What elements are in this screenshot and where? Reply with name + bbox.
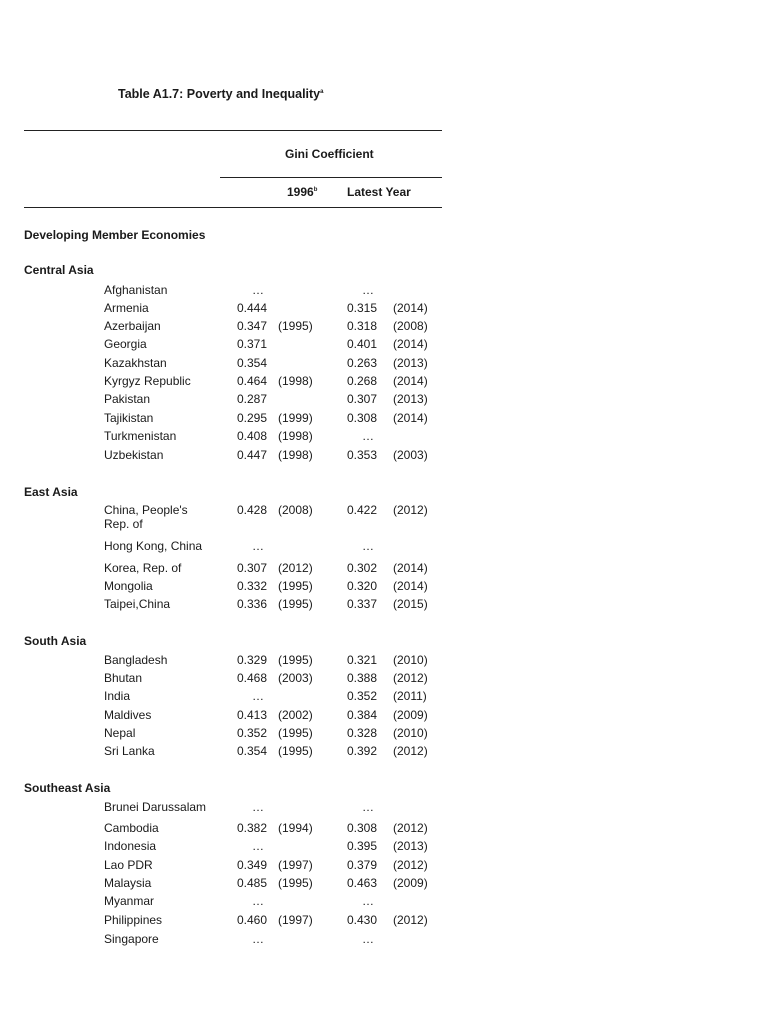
- value-latest: 0.430: [347, 913, 378, 927]
- region-heading: Central Asia: [24, 263, 94, 277]
- year-latest: (2014): [393, 301, 428, 315]
- year-1996: (1995): [278, 726, 313, 740]
- country-name: Singapore: [104, 932, 159, 946]
- year-latest: (2010): [393, 653, 428, 667]
- region-heading: South Asia: [24, 634, 87, 648]
- value-1996: …: [252, 932, 264, 946]
- value-1996: 0.464: [237, 374, 268, 388]
- value-latest: 0.268: [347, 374, 378, 388]
- year-latest: (2014): [393, 337, 428, 351]
- top-rule: [24, 130, 442, 131]
- year-latest: (2013): [393, 392, 428, 406]
- value-1996: …: [252, 894, 264, 908]
- region-heading: Southeast Asia: [24, 781, 111, 795]
- year-1996: (1998): [278, 429, 313, 443]
- country-name: Georgia: [104, 337, 147, 351]
- country-name: Tajikistan: [104, 411, 154, 425]
- table-title: Table A1.7: Poverty and Inequality$^a$: [118, 87, 324, 101]
- value-latest: …: [362, 539, 374, 553]
- country-name: Pakistan: [104, 392, 151, 406]
- value-latest: 0.388: [347, 671, 378, 685]
- country-name: China, People's Rep. of: [104, 503, 188, 531]
- value-latest: 0.463: [347, 876, 378, 890]
- country-name: Cambodia: [104, 821, 159, 835]
- year-1996: (2002): [278, 708, 313, 722]
- year-1996: (1995): [278, 579, 313, 593]
- country-name: Bhutan: [104, 671, 143, 685]
- year-latest: (2010): [393, 726, 428, 740]
- year-latest: (2003): [393, 448, 428, 462]
- year-1996: (2008): [278, 503, 313, 517]
- year-1996: (1995): [278, 597, 313, 611]
- value-latest: 0.328: [347, 726, 378, 740]
- country-name: Armenia: [104, 301, 149, 315]
- value-latest: …: [362, 429, 374, 443]
- value-latest: 0.422: [347, 503, 378, 517]
- value-latest: 0.395: [347, 839, 378, 853]
- year-latest: (2012): [393, 671, 428, 685]
- value-latest: 0.320: [347, 579, 378, 593]
- year-latest: (2012): [393, 744, 428, 758]
- country-name: Afghanistan: [104, 283, 168, 297]
- value-1996: …: [252, 689, 264, 703]
- col-latest-header: Latest Year: [347, 185, 411, 199]
- value-latest: 0.337: [347, 597, 378, 611]
- year-latest: (2014): [393, 561, 428, 575]
- value-latest: 0.352: [347, 689, 378, 703]
- year-1996: (1998): [278, 374, 313, 388]
- value-1996: 0.382: [237, 821, 268, 835]
- value-1996: 0.447: [237, 448, 268, 462]
- year-1996: (1999): [278, 411, 313, 425]
- country-name: India: [104, 689, 131, 703]
- year-latest: (2012): [393, 821, 428, 835]
- header-rule: [24, 207, 442, 208]
- value-latest: 0.307: [347, 392, 378, 406]
- country-name: Myanmar: [104, 894, 155, 908]
- value-1996: …: [252, 283, 264, 297]
- year-1996: (1997): [278, 913, 313, 927]
- country-name: Turkmenistan: [104, 429, 177, 443]
- year-latest: (2009): [393, 708, 428, 722]
- value-latest: 0.392: [347, 744, 378, 758]
- country-name: Kazakhstan: [104, 356, 167, 370]
- country-name: Bangladesh: [104, 653, 168, 667]
- country-name: Sri Lanka: [104, 744, 155, 758]
- year-latest: (2008): [393, 319, 428, 333]
- value-1996: 0.349: [237, 858, 268, 872]
- country-name: Uzbekistan: [104, 448, 164, 462]
- year-1996: (1995): [278, 876, 313, 890]
- value-latest: 0.401: [347, 337, 378, 351]
- country-name: Kyrgyz Republic: [104, 374, 191, 388]
- country-name: Korea, Rep. of: [104, 561, 182, 575]
- country-name: Indonesia: [104, 839, 157, 853]
- gini-underline: [220, 177, 442, 178]
- value-latest: 0.263: [347, 356, 378, 370]
- value-latest: 0.353: [347, 448, 378, 462]
- country-name: Azerbaijan: [104, 319, 161, 333]
- value-latest: 0.308: [347, 411, 378, 425]
- year-1996: (2003): [278, 671, 313, 685]
- country-name: Lao PDR: [104, 858, 153, 872]
- year-latest: (2009): [393, 876, 428, 890]
- year-latest: (2015): [393, 597, 428, 611]
- year-1996: (1995): [278, 653, 313, 667]
- value-1996: 0.329: [237, 653, 268, 667]
- year-latest: (2012): [393, 503, 428, 517]
- value-latest: …: [362, 932, 374, 946]
- value-latest: 0.315: [347, 301, 378, 315]
- col-1996-header: 1996$^b$: [287, 185, 318, 199]
- year-1996: (1995): [278, 319, 313, 333]
- value-1996: …: [252, 839, 264, 853]
- value-latest: 0.321: [347, 653, 378, 667]
- value-1996: 0.352: [237, 726, 268, 740]
- year-latest: (2014): [393, 374, 428, 388]
- value-1996: …: [252, 539, 264, 553]
- value-latest: 0.384: [347, 708, 378, 722]
- year-latest: (2014): [393, 579, 428, 593]
- value-1996: 0.336: [237, 597, 268, 611]
- value-latest: …: [362, 894, 374, 908]
- country-name: Mongolia: [104, 579, 153, 593]
- value-1996: 0.413: [237, 708, 268, 722]
- value-1996: 0.332: [237, 579, 268, 593]
- country-name: Philippines: [104, 913, 163, 927]
- year-latest: (2012): [393, 858, 428, 872]
- year-latest: (2011): [393, 689, 427, 703]
- year-1996: (1995): [278, 744, 313, 758]
- value-1996: 0.460: [237, 913, 268, 927]
- year-1996: (1994): [278, 821, 313, 835]
- value-1996: 0.354: [237, 356, 268, 370]
- year-1996: (1998): [278, 448, 313, 462]
- country-name: Hong Kong, China: [104, 539, 203, 553]
- value-latest: 0.308: [347, 821, 378, 835]
- country-name: Maldives: [104, 708, 152, 722]
- country-name: Taipei,China: [104, 597, 171, 611]
- country-name: Malaysia: [104, 876, 152, 890]
- country-name: Brunei Darussalam: [104, 800, 207, 814]
- value-1996: 0.295: [237, 411, 268, 425]
- gini-header: Gini Coefficient: [285, 147, 374, 161]
- region-heading: East Asia: [24, 485, 78, 499]
- value-latest: 0.302: [347, 561, 378, 575]
- value-latest: …: [362, 283, 374, 297]
- value-1996: 0.371: [237, 337, 268, 351]
- value-1996: 0.485: [237, 876, 268, 890]
- year-latest: (2013): [393, 839, 428, 853]
- section-heading: Developing Member Economies: [24, 228, 206, 242]
- value-1996: 0.307: [237, 561, 268, 575]
- value-1996: …: [252, 800, 264, 814]
- value-1996: 0.428: [237, 503, 268, 517]
- year-latest: (2013): [393, 356, 428, 370]
- year-1996: (2012): [278, 561, 313, 575]
- value-1996: 0.408: [237, 429, 268, 443]
- year-latest: (2012): [393, 913, 428, 927]
- value-latest: 0.379: [347, 858, 378, 872]
- year-1996: (1997): [278, 858, 313, 872]
- country-name: Nepal: [104, 726, 136, 740]
- value-1996: 0.287: [237, 392, 268, 406]
- year-latest: (2014): [393, 411, 428, 425]
- value-1996: 0.444: [237, 301, 268, 315]
- value-latest: 0.318: [347, 319, 378, 333]
- value-1996: 0.468: [237, 671, 268, 685]
- value-1996: 0.354: [237, 744, 268, 758]
- value-1996: 0.347: [237, 319, 268, 333]
- value-latest: …: [362, 800, 374, 814]
